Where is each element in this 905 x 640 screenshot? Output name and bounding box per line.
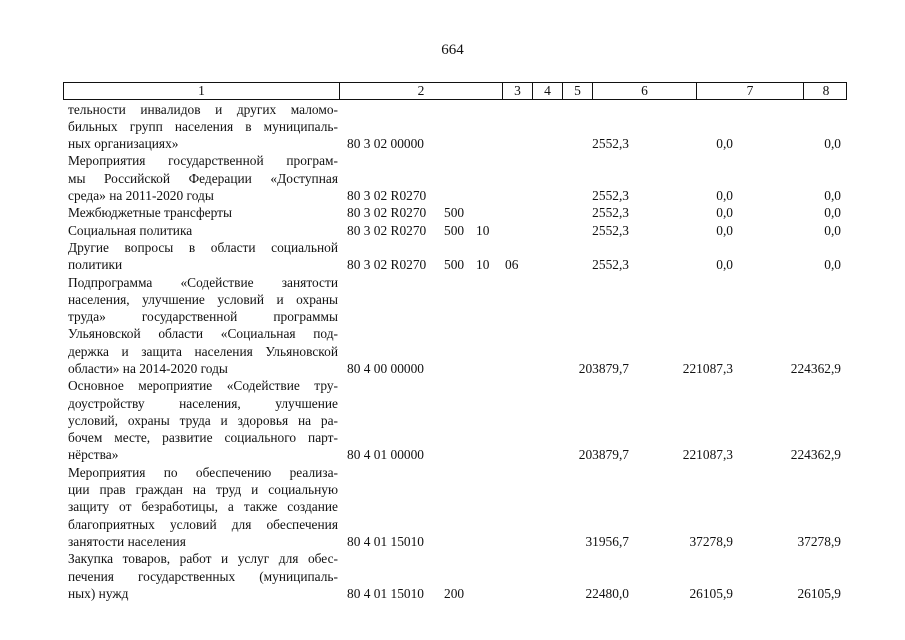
row-col-3: 500 xyxy=(444,257,465,273)
row-description xyxy=(68,377,338,463)
column-header-1: 1 xyxy=(198,83,205,98)
row-value-8: 37278,9 xyxy=(797,533,841,549)
table-row xyxy=(0,222,905,239)
row-value-8: 0,0 xyxy=(824,205,841,221)
row-value-6: 2552,3 xyxy=(592,257,629,273)
column-header-3: 3 xyxy=(502,83,532,99)
row-value-7: 0,0 xyxy=(716,187,733,203)
row-value-6: 2552,3 xyxy=(592,222,629,238)
description-line: защиту от безработицы, а также создание xyxy=(68,499,338,515)
row-value-6: 31956,7 xyxy=(585,533,629,549)
row-col-5: 06 xyxy=(505,257,519,273)
row-value-8: 224362,9 xyxy=(790,361,841,376)
description-line: среда» на 2011-2020 годы xyxy=(68,187,214,203)
description-line: тельности инвалидов и других маломо- xyxy=(68,101,338,117)
row-value-7: 221087,3 xyxy=(682,447,733,463)
description-line: условий, охраны труда и здоровья на ра- xyxy=(68,412,338,428)
row-value-8: 0,0 xyxy=(824,257,841,273)
description-line: ных) нужд xyxy=(68,585,129,601)
row-description xyxy=(68,464,338,550)
row-code: 80 4 01 15010 xyxy=(347,533,424,549)
description-line: Основное мероприятие «Содействие тру- xyxy=(68,378,338,394)
description-line: благоприятных условий для обеспечения xyxy=(68,516,338,532)
description-line: нёрства» xyxy=(68,447,119,463)
row-code: 80 4 01 15010 xyxy=(347,585,424,601)
row-description xyxy=(68,239,338,274)
row-col-4: 10 xyxy=(476,222,490,238)
row-value-6: 2552,3 xyxy=(592,136,629,152)
table-row xyxy=(0,550,905,602)
description-line: Межбюджетные трансферты xyxy=(68,205,232,221)
page-number: 664 xyxy=(441,42,464,58)
row-code: 80 4 00 00000 xyxy=(347,361,424,376)
table-row xyxy=(0,152,905,204)
description-line: труда» государственной программы xyxy=(68,309,338,325)
row-value-6: 22480,0 xyxy=(585,585,629,601)
column-header-6: 6 xyxy=(592,83,696,99)
description-line: доустройству населения, улучшение xyxy=(68,395,338,411)
row-code: 80 4 01 00000 xyxy=(347,447,424,463)
description-line: бильных групп населения в муниципаль- xyxy=(68,118,338,134)
description-line: печения государственных (муниципаль- xyxy=(68,568,338,584)
row-code: 80 3 02 R0270 xyxy=(347,257,427,273)
column-header-5: 5 xyxy=(562,83,592,99)
row-value-6: 203879,7 xyxy=(578,361,629,376)
description-line: мы Российской Федерации «Доступная xyxy=(68,170,338,186)
row-value-6: 203879,7 xyxy=(578,447,629,463)
row-value-7: 0,0 xyxy=(716,257,733,273)
table-header xyxy=(63,82,847,100)
row-code: 80 3 02 00000 xyxy=(347,136,424,152)
column-header-8: 8 xyxy=(803,83,848,99)
row-description xyxy=(68,152,338,204)
description-line: Закупка товаров, работ и услуг для обес- xyxy=(68,551,338,567)
row-description xyxy=(68,274,338,378)
column-header-2: 2 xyxy=(339,83,502,99)
table-row xyxy=(0,274,905,378)
row-description xyxy=(68,101,338,153)
row-col-3: 500 xyxy=(444,222,465,238)
description-line: области» на 2014-2020 годы xyxy=(68,360,228,376)
description-line: Ульяновской области «Социальная под- xyxy=(68,326,338,342)
row-value-6: 2552,3 xyxy=(592,187,629,203)
row-description xyxy=(68,204,338,221)
row-value-7: 37278,9 xyxy=(689,533,733,549)
description-line: населения, улучшение условий и охраны xyxy=(68,291,338,307)
row-code: 80 3 02 R0270 xyxy=(347,205,427,221)
description-line: держка и защита населения Ульяновской xyxy=(68,343,338,359)
table-row xyxy=(0,377,905,464)
column-header-7: 7 xyxy=(696,83,803,99)
row-value-7: 26105,9 xyxy=(689,585,733,601)
description-line: Социальная политика xyxy=(68,222,193,238)
row-col-3: 200 xyxy=(444,585,465,601)
row-value-8: 0,0 xyxy=(824,187,841,203)
description-line: Другие вопросы в области социальной xyxy=(68,239,338,255)
description-line: политики xyxy=(68,257,123,273)
row-value-7: 221087,3 xyxy=(682,361,733,376)
table-row xyxy=(0,204,905,221)
description-line: Подпрограмма «Содействие занятости xyxy=(68,274,338,290)
description-line: бочем месте, развитие социального парт- xyxy=(68,430,338,446)
table-row xyxy=(0,101,905,153)
description-line: занятости населения xyxy=(68,533,186,549)
table-row xyxy=(0,464,905,551)
row-code: 80 3 02 R0270 xyxy=(347,222,427,238)
row-value-7: 0,0 xyxy=(716,136,733,152)
row-value-8: 26105,9 xyxy=(797,585,841,601)
row-value-6: 2552,3 xyxy=(592,205,629,221)
description-line: Мероприятия государственной програм- xyxy=(68,153,338,169)
description-line: ных организациях» xyxy=(68,136,179,152)
row-description xyxy=(68,550,338,602)
description-line: Мероприятия по обеспечению реализа- xyxy=(68,464,338,480)
description-line: ции прав граждан на труд и социальную xyxy=(68,482,338,498)
row-value-7: 0,0 xyxy=(716,205,733,221)
row-value-8: 0,0 xyxy=(824,222,841,238)
row-code: 80 3 02 R0270 xyxy=(347,187,427,203)
row-col-3: 500 xyxy=(444,205,465,221)
row-value-8: 0,0 xyxy=(824,136,841,152)
row-description xyxy=(68,222,338,239)
row-value-8: 224362,9 xyxy=(790,447,841,463)
column-header-4: 4 xyxy=(532,83,562,99)
table-row xyxy=(0,239,905,274)
row-value-7: 0,0 xyxy=(716,222,733,238)
row-col-4: 10 xyxy=(476,257,490,273)
